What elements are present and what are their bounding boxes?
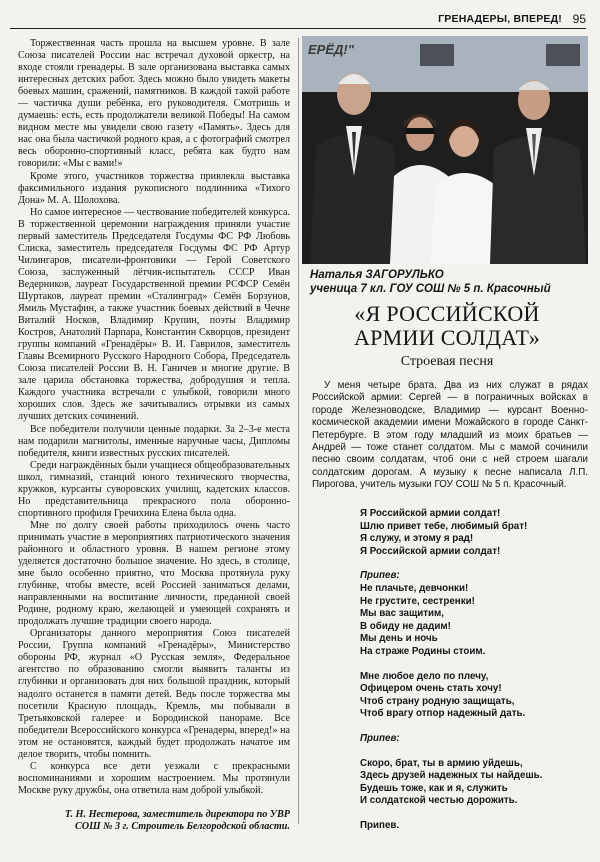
page-number: 95 xyxy=(572,12,586,26)
author-name: Наталья ЗАГОРУЛЬКО xyxy=(310,269,444,281)
paragraph: Все победители получили ценные подарки. За 2–3-е места нам подарили магнитолы, именные наручные часы, Дипломы победителя, книги известных русских писателей. xyxy=(18,423,290,459)
lyric-line: В обиду не дадим! xyxy=(360,620,451,632)
title-line: АРМИИ СОЛДАТ» xyxy=(353,325,541,350)
verse xyxy=(360,671,586,721)
song-intro xyxy=(312,380,588,492)
chorus-ref xyxy=(360,733,586,746)
lyric-line: Не плачьте, девчонки! xyxy=(360,582,469,594)
paragraph: С конкурса все дети уезжали с прекрасными воспоминаниями и хорошим настроением. Мы протянули Москве руку дружбы, она ответила нам доброй улыбкой. xyxy=(18,760,290,796)
lyric-line: Я служу, и этому я рад! xyxy=(360,533,474,545)
lyric-line: Не грустите, сестренки! xyxy=(360,595,475,607)
lyric-line: И солдатской честью дорожить. xyxy=(360,795,518,807)
signature-line: СОШ № 3 г. Строитель Белгородской области. xyxy=(74,821,290,833)
signature-line: Т. Н. Нестерова, заместитель директора по УВР xyxy=(64,808,290,820)
lyric-line: Мы вас защитим, xyxy=(360,608,445,620)
chorus xyxy=(360,570,586,658)
chorus-label: Припев: xyxy=(360,570,400,582)
paragraph: Кроме этого, участников торжества привлекла выставка факсимильного издания рукописного подлинника «Тихого Дона» М. А. Шолохова. xyxy=(18,170,290,206)
song-title xyxy=(304,302,590,350)
lyric-line: Мне любое дело по плечу, xyxy=(360,670,489,682)
left-column-article xyxy=(18,38,290,834)
paragraph: Мне по долгу своей работы приходилось очень часто принимать участие в мероприятиях патриотического значения районного и областного уровня. В нашем регионе этому уделяется достаточно большое значение. Но здесь, в столице, мне было особенно приятно, что Москва протянула руку глубинке, чтобы вместе, всей Россией заниматься делами, направленными на воспитание личности, преданной своей Родине, родному краю, желающей и умеющей сохранять и продолжать лучшие традиции своего народа. xyxy=(18,519,290,628)
paragraph: Но самое интересное — чествование победителей конкурса. В торжественной церемонии награждения приняли участие первый заместитель Председателя Госдумы ФС РФ Любовь Слиска, заместитель председателя Госдумы ФС РФ Артур Чилингаров, писатели-фронтовики — Герой Советского Союза, заслуженный лётчик-испытатель СССР Иван Ведерников, лауреат Государственной премии РСФСР Семён Шуртаков, лауреат премии «Сталинград» Семён Борзунов, Ямиль Мустафин, а также участник боевых действий в Чечне Виталий Носков, Владимир Крупин, поэты Владимир Костров, Анатолий Парпара, Константин Скворцов, президент группы компаний «Гренадёры» В. И. Гаврилов, заместитель Главы Всемирного Русского Народного Собора, Председатель Союза писателей России В. Н. Ганичев и многие другие. В зале царила обстановка торжества, добродушия и тепла. Каждого участника встречали с улыбкой, говорили много хороших слов. Здесь же зачитывались отрывки из самых лучших детских сочинений. xyxy=(18,206,290,423)
song-lyrics xyxy=(360,508,586,844)
running-header xyxy=(10,10,586,29)
lyric-line: Здесь друзей надежных ты найдешь. xyxy=(360,770,543,782)
lyric-line: Я Российской армии солдат! xyxy=(360,545,501,557)
paragraph: Организаторы данного мероприятия Союз писателей России, Группа компаний «Гренадёры», Министерство обороны РФ, журнал «О Русская земля», Федеральное агентство по образованию смогли выявить таланты из глубинки и организовать для них большой праздник, который надолго останется в памяти детей. Ведь после торжества мы посетили Красную площадь, Кремль, мы побывали в Третьяковской галерее и Бородинской панораме. Все победители Всероссийского конкурса «Гренадеры, вперед!» на этом не остановятся, каждый будет продолжать начатое им делое творить, чтобы помнить. xyxy=(18,628,290,760)
header-title: ГРЕНАДЕРЫ, ВПЕРЕД! xyxy=(438,13,562,25)
chorus-ref xyxy=(360,820,586,833)
column-divider xyxy=(298,38,299,824)
lyric-line: Я Российской армии солдат! xyxy=(360,508,501,519)
signature xyxy=(18,809,290,834)
author-byline xyxy=(310,268,590,296)
lyric-line: Будешь тоже, как и я, служить xyxy=(360,782,508,794)
verse xyxy=(360,508,586,558)
banner-text: ЕРЁД!" xyxy=(308,42,354,57)
lyric-line: На страже Родины стоим. xyxy=(360,645,486,657)
lyric-line: Офицером очень стать хочу! xyxy=(360,683,502,695)
chorus-label: Припев. xyxy=(360,819,400,831)
verse xyxy=(360,758,586,808)
paragraph: Торжественная часть прошла на высшем уровне. В зале Союза писателей России нас встречал духовой оркестр, на входе стояли гренадеры. В зале организована выставка самых интересных детских работ. Здесь можно было увидеть макеты боевых машин, сражений, памятников. В каждой такой работе — частичка души ребёнка, его руководителя. Смотришь и думаешь: есть, есть продолжатели великой Победы! На самом видном месте мы увидели свою газету «Память». Здесь для нас она была частичкой родного края, а с фотографий смотрел весь оборонно-спортивный класс, ребята как будто нам говорили: «Мы с вами!» xyxy=(18,38,290,170)
author-school: ученица 7 кл. ГОУ СОШ № 5 п. Красочный xyxy=(310,283,551,295)
photo-figures xyxy=(302,36,588,264)
song-subtitle: Строевая песня xyxy=(400,354,494,369)
lyric-line: Мы день и ночь xyxy=(360,633,438,645)
chorus-label: Припев: xyxy=(360,732,400,744)
lyric-line: Шлю привет тебе, любимый брат! xyxy=(360,520,528,532)
paragraph: У меня четыре брата. Два из них служат в рядах Российской армии: Сергей — в пограничных войсках в городе Железноводске, Владимир — курсант Военно-космической академии имени Можайского в городе Санкт-Петербурге. В этом году младший из моих братьев — Андрей — тоже станет солдатом. Мы с мамой сочинили песню своим солдатам, чтоб они с ней строем шагали солдатским дорогам. А музыку к песне написала Л.П. Пирогова, учитель музыки ГОУ СОШ № 5 п. Красочный. xyxy=(312,380,588,491)
group-photo xyxy=(302,36,588,264)
paragraph: Среди награждённых были учащиеся общеобразовательных школ, гимназий, станций юного технического творчества, кружков, курсанты суворовских училищ, кадетских классов. Но представительница прекрасного пола оборонно-спортивного профиля Гречихина Елена была одна. xyxy=(18,459,290,519)
lyric-line: Скоро, брат, ты в армию уйдешь, xyxy=(360,757,523,769)
lyric-line: Чтоб страну родную защищать, xyxy=(360,695,515,707)
title-line: «Я РОССИЙСКОЙ xyxy=(354,301,540,326)
lyric-line: Чтоб врагу отпор надежный дать. xyxy=(360,708,526,720)
